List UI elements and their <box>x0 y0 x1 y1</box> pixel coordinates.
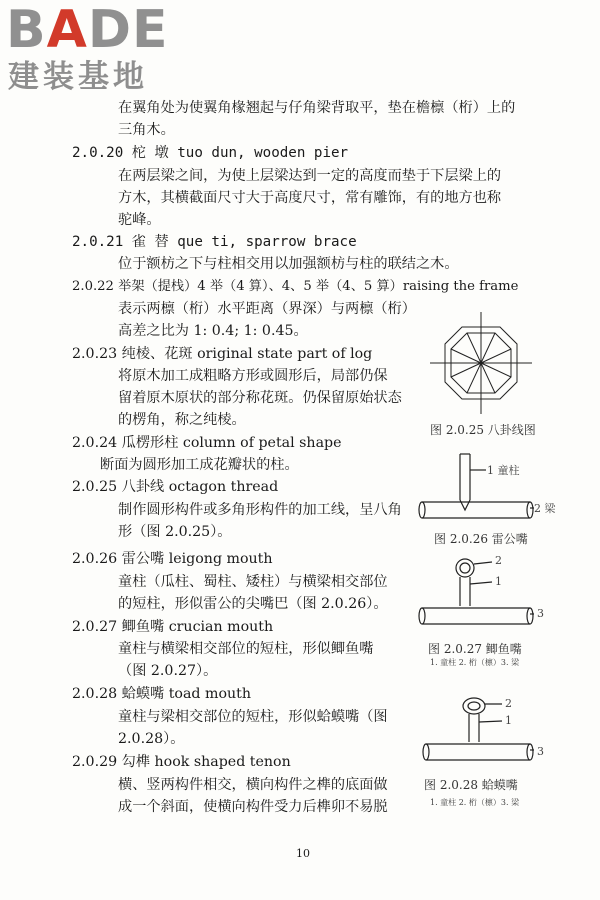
body-line: 高差之比为 1: 0.4; 1: 0.45。 <box>118 323 308 339</box>
body-line: 方木，其横截面尺寸大于高度尺寸，常有雕饰，有的地方也称 <box>118 190 502 206</box>
term-heading: 2.0.27 鲫鱼嘴 crucian mouth <box>72 619 274 635</box>
brand-logo <box>6 2 176 104</box>
body-line: 三角木。 <box>118 122 175 138</box>
term-heading: 2.0.25 八卦线 octagon thread <box>72 479 279 495</box>
body-line: 在翼角处为使翼角椽翘起与仔角梁背取平，垫在檐檩（桁）上的 <box>118 100 516 116</box>
figure-label: 2 梁 <box>534 502 556 515</box>
figure-number-label: 3 <box>537 745 544 758</box>
figure-caption: 图 2.0.25 八卦线图 <box>430 423 536 437</box>
body-line: 断面为圆形加工成花瓣状的柱。 <box>100 457 299 473</box>
body-line: 的楞角，称之纯棱。 <box>118 412 246 428</box>
figure-caption: 图 2.0.28 蛤蟆嘴 <box>424 778 518 792</box>
toad-mouth-figure <box>418 694 540 772</box>
term-heading: 2.0.21 雀 替 que ti, sparrow brace <box>72 234 357 250</box>
term-heading: 2.0.22 举架（提栈）4 举（4 算）、4、5 举（4、5 算）raising the frame <box>72 279 519 294</box>
term-heading: 2.0.23 纯棱、花斑 original state part of log <box>72 346 373 362</box>
body-line: 童柱（瓜柱、蜀柱、矮柱）与横梁相交部位 <box>118 574 388 590</box>
leigong-mouth-figure <box>418 448 540 526</box>
figure-legend: 1. 童柱 2. 桁（檩）3. 梁 <box>430 798 520 807</box>
body-line: 的短柱，形似雷公的尖嘴巴（图 2.0.26）。 <box>118 596 388 612</box>
crucian-mouth-figure <box>418 552 540 638</box>
body-line: 留着原木原状的部分称花斑。仍保留原始状态 <box>118 390 402 406</box>
body-line: 童柱与梁相交部位的短柱，形似蛤蟆嘴（图 <box>118 709 388 725</box>
body-line: 形（图 2.0.25）。 <box>118 524 232 540</box>
body-line: 将原木加工成粗略方形或圆形后，局部仍保 <box>118 368 388 384</box>
logo-wordmark: BADE <box>6 0 169 60</box>
body-line: 在两层梁之间，为使上层梁达到一定的高度而垫于下层梁上的 <box>118 168 502 184</box>
figure-caption: 图 2.0.27 鲫鱼嘴 <box>428 642 522 656</box>
figure-number-label: 2 <box>495 554 502 567</box>
body-line: 表示两檩（桁）水平距离（界深）与两檩（桁） <box>118 301 416 317</box>
term-heading: 2.0.20 柁 墩 tuo dun, wooden pier <box>72 145 349 161</box>
page-number: 10 <box>296 847 310 860</box>
body-line: 横、竖两构件相交，横向构件之榫的底面做 <box>118 777 388 793</box>
logo-subtitle: 建装基地 <box>8 59 148 95</box>
body-line: 2.0.28）。 <box>118 731 185 747</box>
figure-legend: 1. 童柱 2. 桁（檩）3. 梁 <box>430 658 520 667</box>
term-heading: 2.0.26 雷公嘴 leigong mouth <box>72 551 273 567</box>
body-line: （图 2.0.27）。 <box>118 663 218 679</box>
body-line: 制作圆形构件或多角形构件的加工线，呈八角 <box>118 502 402 518</box>
figure-number-label: 1 <box>505 714 512 727</box>
figure-number-label: 1 <box>495 575 502 588</box>
octagon-thread-figure <box>426 308 536 418</box>
figure-caption: 图 2.0.26 雷公嘴 <box>434 532 528 546</box>
figure-label: 1 童柱 <box>487 464 520 477</box>
term-heading: 2.0.28 蛤蟆嘴 toad mouth <box>72 686 251 702</box>
term-heading: 2.0.29 勾榫 hook shaped tenon <box>72 754 291 770</box>
body-line: 驼峰。 <box>118 212 161 228</box>
figure-number-label: 3 <box>537 607 544 620</box>
body-line: 位于额枋之下与柱相交用以加强额枋与柱的联结之木。 <box>118 256 459 272</box>
body-line: 童柱与横梁相交部位的短柱，形似鲫鱼嘴 <box>118 641 374 657</box>
figure-number-label: 2 <box>505 697 512 710</box>
body-line: 成一个斜面，使横向构件受力后榫卯不易脱 <box>118 799 388 815</box>
term-heading: 2.0.24 瓜楞形柱 column of petal shape <box>72 435 342 451</box>
